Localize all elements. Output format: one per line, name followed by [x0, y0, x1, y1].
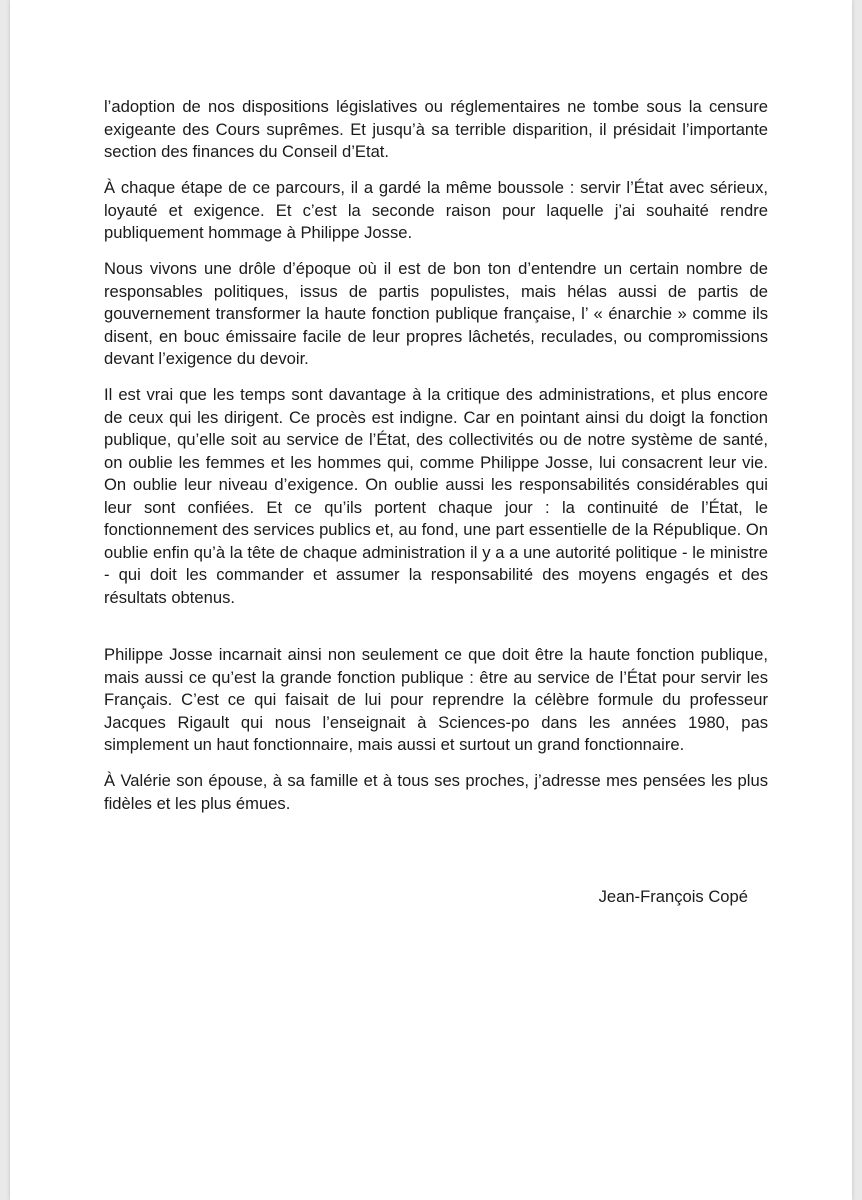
paragraph-3: Nous vivons une drôle d’époque où il est de bon ton d’entendre un certain nombre de responsables politiques, issus de partis populistes, mais hélas aussi de partis de gouvernement transformer la haute fonction publique française, l’ « énarchie » comme ils disent, en bouc émissaire facile de leur propres lâchetés, reculades, ou compromissions devant l’exigence du devoir. [104, 259, 768, 368]
paragraph-4: Il est vrai que les temps sont davantage à la critique des administrations, et plus encore de ceux qui les dirigent. Ce procès est indigne. Car en pointant ainsi du doigt la fonction publique, qu’elle soit au service de l’État, des collectivités ou de notre système de santé, on oublie les femmes et les hommes qui, comme Philippe Josse, lui consacrent leur vie. On oublie leur niveau d’exigence. On oublie aussi les responsabilités considérables qui leur sont confiées. Et ce qu’ils portent chaque jour : la continuité de l’État, le fonctionnement des services publics et, au fond, une part essentielle de la République. On oublie enfin qu’à la tête de chaque administration il y a a une autorité politique - le ministre - qui doit les commander et assumer la responsabilité des moyens engagés et des résultats obtenus. [104, 385, 768, 607]
signature: Jean-François Copé [598, 887, 748, 906]
paragraph-2: À chaque étape de ce parcours, il a gardé la même boussole : servir l’État avec sérieux, loyauté et exigence. Et c’est la seconde raison pour laquelle j’ai souhaité rendre publiquement hommage à Philippe Josse. [104, 178, 768, 242]
document-page [10, 0, 852, 1200]
paragraph-1: l’adoption de nos dispositions législatives ou réglementaires ne tombe sous la censure exigeante des Cours suprêmes. Et jusqu’à sa terrible disparition, il présidait l’importante section des finances du Conseil d’Etat. [104, 97, 768, 161]
paragraph-5: Philippe Josse incarnait ainsi non seulement ce que doit être la haute fonction publique, mais aussi ce qu’est la grande fonction publique : être au service de l’État pour servir les Français. C’est ce qui faisait de lui pour reprendre la célèbre formule du professeur Jacques Rigault qui nous l’enseignait à Sciences-po dans les années 1980, pas simplement un haut fonctionnaire, mais aussi et surtout un grand fonctionnaire. [104, 645, 768, 754]
paragraph-6: À Valérie son épouse, à sa famille et à tous ses proches, j’adresse mes pensées les plus fidèles et les plus émues. [104, 771, 768, 813]
document-body [104, 96, 768, 829]
